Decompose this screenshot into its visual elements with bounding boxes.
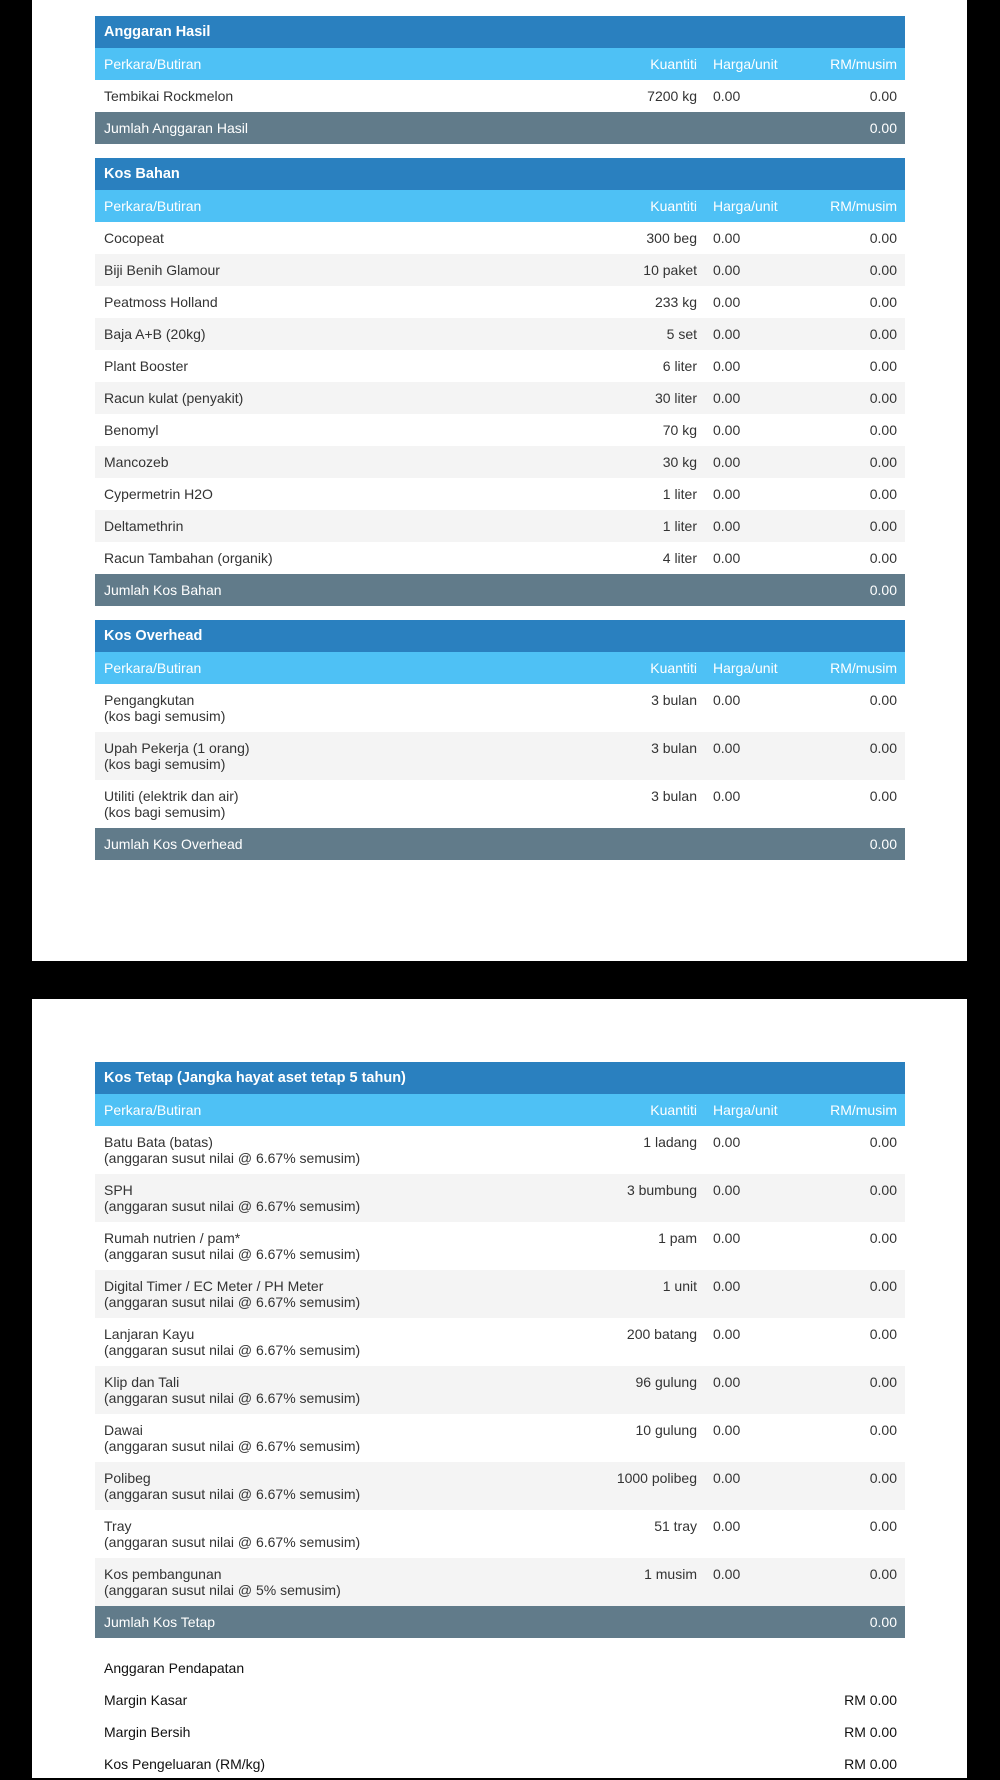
total-value: 0.00 [869,120,897,136]
cell-rm: 0.00 [869,1470,897,1486]
item-note: (kos bagi semusim) [104,708,226,724]
column-header-row [95,652,905,684]
cell-price: 0.00 [713,1566,741,1582]
total-label: Jumlah Anggaran Hasil [104,120,248,136]
cell-qty: 6 liter [662,358,697,374]
summary-title-row [95,1652,905,1684]
table-row [95,446,905,478]
item-name: Mancozeb [104,454,169,470]
cell-item [95,1230,575,1262]
cell-rm: 0.00 [869,326,897,342]
cell-qty: 70 kg [662,422,697,438]
cell-rm: 0.00 [869,1134,897,1150]
cell-item [95,1518,575,1550]
cell-price: 0.00 [713,788,741,804]
table-row [95,382,905,414]
cell-price: 0.00 [713,1134,741,1150]
cell-item [95,1182,575,1214]
item-name: Utiliti (elektrik dan air) [104,788,239,804]
summary-label: Margin Bersih [104,1724,191,1740]
col-header-rm: RM/musim [830,198,897,214]
cell-price: 0.00 [713,422,741,438]
total-label: Jumlah Kos Overhead [104,836,243,852]
summary-row [95,1748,905,1780]
cell-qty: 3 bulan [651,788,697,804]
cell-qty: 10 gulung [635,1422,697,1438]
page-2-content [95,1062,905,1780]
cell-price: 0.00 [713,1278,741,1294]
cell-price: 0.00 [713,740,741,756]
cell-qty: 3 bulan [651,692,697,708]
total-row [95,112,905,144]
cell-qty: 300 beg [646,230,697,246]
section-kos-bahan [95,158,905,606]
cell-rm: 0.00 [869,230,897,246]
table-row [95,542,905,574]
report-page-2 [32,999,967,1778]
col-header-price: Harga/unit [713,660,778,676]
total-row [95,574,905,606]
section-kos-overhead [95,620,905,860]
table-row [95,684,905,732]
cell-qty: 1 musim [644,1566,697,1582]
cell-item [95,326,575,342]
item-note: (anggaran susut nilai @ 6.67% semusim) [104,1438,361,1454]
item-note: (anggaran susut nilai @ 6.67% semusim) [104,1534,361,1550]
cell-item [95,1470,575,1502]
cell-price: 0.00 [713,486,741,502]
cell-item [95,1566,575,1598]
item-name: SPH [104,1182,133,1198]
cell-item [95,1326,575,1358]
item-note: (anggaran susut nilai @ 6.67% semusim) [104,1150,361,1166]
page-1-content [95,16,905,874]
col-header-qty: Kuantiti [650,56,697,72]
col-header-item: Perkara/Butiran [104,56,202,72]
summary-row [95,1716,905,1748]
cell-item [95,358,575,374]
item-name: Polibeg [104,1470,151,1486]
cell-qty: 1 liter [662,518,697,534]
table-row [95,1318,905,1366]
col-header-rm: RM/musim [830,660,897,676]
summary-label: Margin Kasar [104,1692,188,1708]
total-label: Jumlah Kos Tetap [104,1614,216,1630]
item-name: Klip dan Tali [104,1374,180,1390]
summary-label: Kos Pengeluaran (RM/kg) [104,1756,266,1772]
cell-rm: 0.00 [869,1422,897,1438]
col-header-price: Harga/unit [713,56,778,72]
cell-qty: 7200 kg [647,88,697,104]
cell-rm: 0.00 [869,294,897,310]
summary-title: Anggaran Pendapatan [104,1660,245,1676]
cell-item [95,1374,575,1406]
cell-price: 0.00 [713,1470,741,1486]
cell-qty: 4 liter [662,550,697,566]
cell-qty: 30 liter [654,390,697,406]
table-row [95,1558,905,1606]
cell-rm: 0.00 [869,740,897,756]
cell-price: 0.00 [713,1518,741,1534]
table-row [95,1126,905,1174]
report-page-1 [32,0,967,961]
col-header-qty: Kuantiti [650,1102,697,1118]
cell-item [95,1278,575,1310]
item-name: Tembikai Rockmelon [104,88,234,104]
column-header-row [95,1094,905,1126]
table-row [95,1270,905,1318]
item-note: (anggaran susut nilai @ 5% semusim) [104,1582,341,1598]
total-value: 0.00 [869,1614,897,1630]
section-title: Kos Tetap (Jangka hayat aset tetap 5 tahun) [95,1062,905,1094]
cell-item [95,294,575,310]
section-title: Kos Overhead [95,620,905,652]
summary-value: RM 0.00 [844,1756,897,1772]
item-name: Peatmoss Holland [104,294,218,310]
item-name: Kos pembangunan [104,1566,222,1582]
item-note: (anggaran susut nilai @ 6.67% semusim) [104,1390,361,1406]
table-row [95,1510,905,1558]
item-note: (kos bagi semusim) [104,756,226,772]
cell-item [95,1134,575,1166]
cell-rm: 0.00 [869,788,897,804]
cell-qty: 1 ladang [643,1134,697,1150]
cell-price: 0.00 [713,390,741,406]
cell-item [95,692,575,724]
cell-price: 0.00 [713,1326,741,1342]
item-note: (anggaran susut nilai @ 6.67% semusim) [104,1198,361,1214]
cell-item [95,788,575,820]
cell-item [95,454,575,470]
item-name: Lanjaran Kayu [104,1326,195,1342]
cell-rm: 0.00 [869,358,897,374]
cell-item [95,422,575,438]
column-header-row [95,190,905,222]
cell-qty: 200 batang [626,1326,697,1342]
item-note: (anggaran susut nilai @ 6.67% semusim) [104,1342,361,1358]
table-row [95,1222,905,1270]
item-note: (kos bagi semusim) [104,804,226,820]
cell-qty: 1000 polibeg [616,1470,697,1486]
cell-price: 0.00 [713,326,741,342]
table-row [95,510,905,542]
item-note: (anggaran susut nilai @ 6.67% semusim) [104,1294,361,1310]
cell-price: 0.00 [713,230,741,246]
item-note: (anggaran susut nilai @ 6.67% semusim) [104,1486,361,1502]
cell-rm: 0.00 [869,518,897,534]
item-name: Rumah nutrien / pam* [104,1230,241,1246]
cell-qty: 3 bumbung [626,1182,697,1198]
cell-qty: 96 gulung [635,1374,697,1390]
section-kos-tetap [95,1062,905,1638]
item-note: (anggaran susut nilai @ 6.67% semusim) [104,1246,361,1262]
item-name: Cocopeat [104,230,164,246]
cell-price: 0.00 [713,454,741,470]
cell-item [95,88,575,104]
cell-price: 0.00 [713,1182,741,1198]
cell-price: 0.00 [713,1374,741,1390]
cell-qty: 30 kg [662,454,697,470]
cell-qty: 1 pam [658,1230,697,1246]
column-header-row [95,48,905,80]
col-header-qty: Kuantiti [650,660,697,676]
item-name: Batu Bata (batas) [104,1134,213,1150]
cell-rm: 0.00 [869,486,897,502]
table-row [95,732,905,780]
item-name: Deltamethrin [104,518,184,534]
cell-qty: 51 tray [654,1518,697,1534]
item-name: Digital Timer / EC Meter / PH Meter [104,1278,324,1294]
cell-rm: 0.00 [869,1230,897,1246]
summary-anggaran-pendapatan [95,1652,905,1780]
cell-qty: 10 paket [643,262,697,278]
cell-item [95,1422,575,1454]
col-header-item: Perkara/Butiran [104,660,202,676]
table-row [95,350,905,382]
table-row [95,1414,905,1462]
cell-price: 0.00 [713,518,741,534]
total-row [95,1606,905,1638]
cell-price: 0.00 [713,262,741,278]
item-name: Tray [104,1518,132,1534]
total-row [95,828,905,860]
table-row [95,286,905,318]
cell-rm: 0.00 [869,1518,897,1534]
cell-price: 0.00 [713,550,741,566]
item-name: Benomyl [104,422,159,438]
cell-rm: 0.00 [869,692,897,708]
cell-item [95,518,575,534]
col-header-rm: RM/musim [830,56,897,72]
table-row [95,478,905,510]
cell-qty: 1 liter [662,486,697,502]
total-value: 0.00 [869,582,897,598]
cell-item [95,230,575,246]
col-header-price: Harga/unit [713,198,778,214]
cell-rm: 0.00 [869,1278,897,1294]
cell-rm: 0.00 [869,390,897,406]
table-row [95,780,905,828]
total-label: Jumlah Kos Bahan [104,582,222,598]
table-row [95,1366,905,1414]
table-row [95,1462,905,1510]
total-value: 0.00 [869,836,897,852]
cell-item [95,262,575,278]
cell-qty: 1 unit [662,1278,697,1294]
col-header-price: Harga/unit [713,1102,778,1118]
table-row [95,80,905,112]
cell-rm: 0.00 [869,1566,897,1582]
item-name: Upah Pekerja (1 orang) [104,740,250,756]
item-name: Biji Benih Glamour [104,262,220,278]
cell-price: 0.00 [713,294,741,310]
item-name: Pengangkutan [104,692,195,708]
table-row [95,222,905,254]
table-row [95,254,905,286]
table-row [95,318,905,350]
cell-rm: 0.00 [869,88,897,104]
cell-price: 0.00 [713,88,741,104]
cell-price: 0.00 [713,692,741,708]
section-title: Kos Bahan [95,158,905,190]
cell-item [95,550,575,566]
cell-rm: 0.00 [869,454,897,470]
section-anggaran-hasil [95,16,905,144]
summary-rows [95,1684,905,1780]
col-header-item: Perkara/Butiran [104,1102,202,1118]
item-name: Cypermetrin H2O [104,486,213,502]
col-header-qty: Kuantiti [650,198,697,214]
cell-rm: 0.00 [869,1182,897,1198]
cell-qty: 3 bulan [651,740,697,756]
item-name: Plant Booster [104,358,189,374]
cell-rm: 0.00 [869,1374,897,1390]
item-name: Racun Tambahan (organik) [104,550,273,566]
col-header-rm: RM/musim [830,1102,897,1118]
table-row [95,1174,905,1222]
cell-qty: 233 kg [654,294,697,310]
table-row [95,414,905,446]
item-name: Baja A+B (20kg) [104,326,206,342]
cell-item [95,486,575,502]
cell-rm: 0.00 [869,550,897,566]
col-header-item: Perkara/Butiran [104,198,202,214]
summary-value: RM 0.00 [844,1724,897,1740]
section-title: Anggaran Hasil [95,16,905,48]
summary-row [95,1684,905,1716]
cell-price: 0.00 [713,1422,741,1438]
summary-value: RM 0.00 [844,1692,897,1708]
cell-qty: 5 set [666,326,697,342]
item-name: Dawai [104,1422,143,1438]
cell-rm: 0.00 [869,422,897,438]
cell-rm: 0.00 [869,1326,897,1342]
cell-price: 0.00 [713,1230,741,1246]
item-name: Racun kulat (penyakit) [104,390,244,406]
cell-price: 0.00 [713,358,741,374]
cell-rm: 0.00 [869,262,897,278]
cell-item [95,740,575,772]
cell-item [95,390,575,406]
